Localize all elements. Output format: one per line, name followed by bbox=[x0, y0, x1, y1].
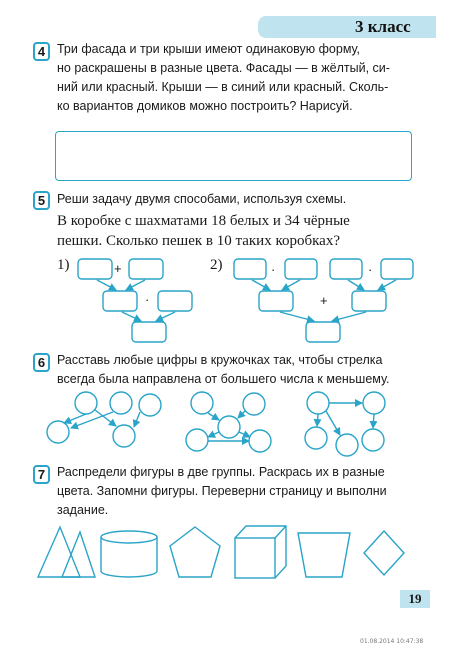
group-2-arrow bbox=[208, 413, 219, 420]
group-1-arrow bbox=[71, 412, 113, 428]
scheme-2-box[interactable] bbox=[285, 259, 317, 279]
digit-circle[interactable] bbox=[191, 392, 213, 414]
print-stamp: 01.08.2014 10:47:38 bbox=[360, 638, 424, 645]
triangle-shape bbox=[62, 532, 95, 577]
task-7-line: цвета. Запомни фигуры. Переверни страницу и выполни bbox=[57, 484, 387, 498]
group-1-arrow bbox=[64, 414, 86, 423]
scheme-2-arrow bbox=[348, 280, 364, 290]
triangle-shape bbox=[38, 527, 80, 577]
digit-circle[interactable] bbox=[243, 393, 265, 415]
digit-circle[interactable] bbox=[362, 429, 384, 451]
digit-circle[interactable] bbox=[186, 429, 208, 451]
digit-circle[interactable] bbox=[110, 392, 132, 414]
scheme-2-label: 2) bbox=[210, 257, 223, 273]
trapezoid-shape bbox=[298, 533, 350, 577]
grade-label: 3 класс bbox=[355, 17, 411, 36]
operator-plus: + bbox=[114, 261, 122, 276]
task-7-line: задание. bbox=[57, 503, 109, 517]
scheme-1-box[interactable] bbox=[132, 322, 166, 342]
operator-multiply: · bbox=[145, 292, 150, 307]
task-6-number: 6 bbox=[33, 353, 50, 372]
scheme-1-box[interactable] bbox=[129, 259, 163, 279]
scheme-1-arrow bbox=[126, 280, 145, 290]
scheme-2-arrow bbox=[282, 280, 300, 290]
scheme-1-box[interactable] bbox=[158, 291, 192, 311]
task-4-line: Три фасада и три крыши имеют одинаковую форму, bbox=[57, 42, 361, 56]
group-3-arrow bbox=[326, 411, 340, 435]
scheme-2-arrow bbox=[252, 280, 270, 290]
task-7-number: 7 bbox=[33, 465, 50, 484]
scheme-2-box[interactable] bbox=[234, 259, 266, 279]
operator-multiply: · bbox=[368, 262, 373, 277]
task-4-number: 4 bbox=[33, 42, 50, 61]
group-1-arrow bbox=[134, 412, 140, 427]
scheme-2-arrow bbox=[280, 312, 314, 321]
task-5-number: 5 bbox=[33, 191, 50, 210]
digit-circle[interactable] bbox=[307, 392, 329, 414]
scheme-2-box[interactable] bbox=[381, 259, 413, 279]
task-6-line: всегда была направлена от большего числа к меньшему. bbox=[57, 372, 390, 386]
page-number: 19 bbox=[400, 590, 430, 608]
scheme-2-arrow bbox=[378, 280, 396, 290]
group-3-arrow bbox=[317, 414, 318, 426]
cube-shape bbox=[235, 538, 275, 578]
task-5-text: Реши задачу двумя способами, используя схемы. bbox=[57, 192, 347, 206]
digit-circle[interactable] bbox=[113, 425, 135, 447]
cube-shape bbox=[275, 526, 286, 538]
scheme-2-box[interactable] bbox=[306, 322, 340, 342]
task-6-text bbox=[57, 351, 419, 389]
task-7-text bbox=[57, 463, 419, 520]
operator-plus: + bbox=[320, 293, 328, 308]
rhombus-shape bbox=[364, 531, 404, 575]
digit-circle[interactable] bbox=[363, 392, 385, 414]
digit-circle[interactable] bbox=[75, 392, 97, 414]
group-3-arrow bbox=[373, 414, 374, 428]
digit-circle[interactable] bbox=[47, 421, 69, 443]
scheme-1-box[interactable] bbox=[78, 259, 112, 279]
group-2-arrow bbox=[208, 432, 219, 437]
digit-circle[interactable] bbox=[139, 394, 161, 416]
scheme-1-arrow bbox=[156, 312, 175, 321]
cylinder-shape bbox=[101, 531, 157, 543]
digit-circle[interactable] bbox=[218, 416, 240, 438]
task-5-problem-line: В коробке с шахматами 18 белых и 34 чёрные bbox=[57, 213, 350, 229]
scheme-2-box[interactable] bbox=[259, 291, 293, 311]
scheme-2-arrow bbox=[332, 312, 366, 321]
scheme-1-label: 1) bbox=[57, 257, 70, 273]
operator-multiply: · bbox=[271, 262, 276, 277]
digit-circle[interactable] bbox=[305, 427, 327, 449]
scheme-1-arrow bbox=[97, 280, 116, 290]
scheme-1-arrow bbox=[122, 312, 141, 321]
task-4-line: ко вариантов домиков можно построить? Нарисуй. bbox=[57, 99, 353, 113]
digit-circle[interactable] bbox=[336, 434, 358, 456]
scheme-1-box[interactable] bbox=[103, 291, 137, 311]
scheme-2-box[interactable] bbox=[330, 259, 362, 279]
task-4-line: но раскрашены в разные цвета. Фасады — в жёлтый, си- bbox=[57, 61, 390, 75]
task-4-line: ний или красный. Крыши — в синий или красный. Сколь- bbox=[57, 80, 389, 94]
task-7-line: Распредели фигуры в две группы. Раскрась их в разные bbox=[57, 465, 385, 479]
task-6-line: Расставь любые цифры в кружочках так, чтобы стрелка bbox=[57, 353, 383, 367]
group-2-arrow bbox=[238, 411, 245, 418]
pentagon-shape bbox=[170, 527, 220, 577]
group-2-arrow bbox=[239, 432, 250, 437]
digit-circle[interactable] bbox=[249, 430, 271, 452]
task-5-problem-line: пешки. Сколько пешек в 10 таких коробках? bbox=[57, 233, 340, 249]
scheme-2-box[interactable] bbox=[352, 291, 386, 311]
